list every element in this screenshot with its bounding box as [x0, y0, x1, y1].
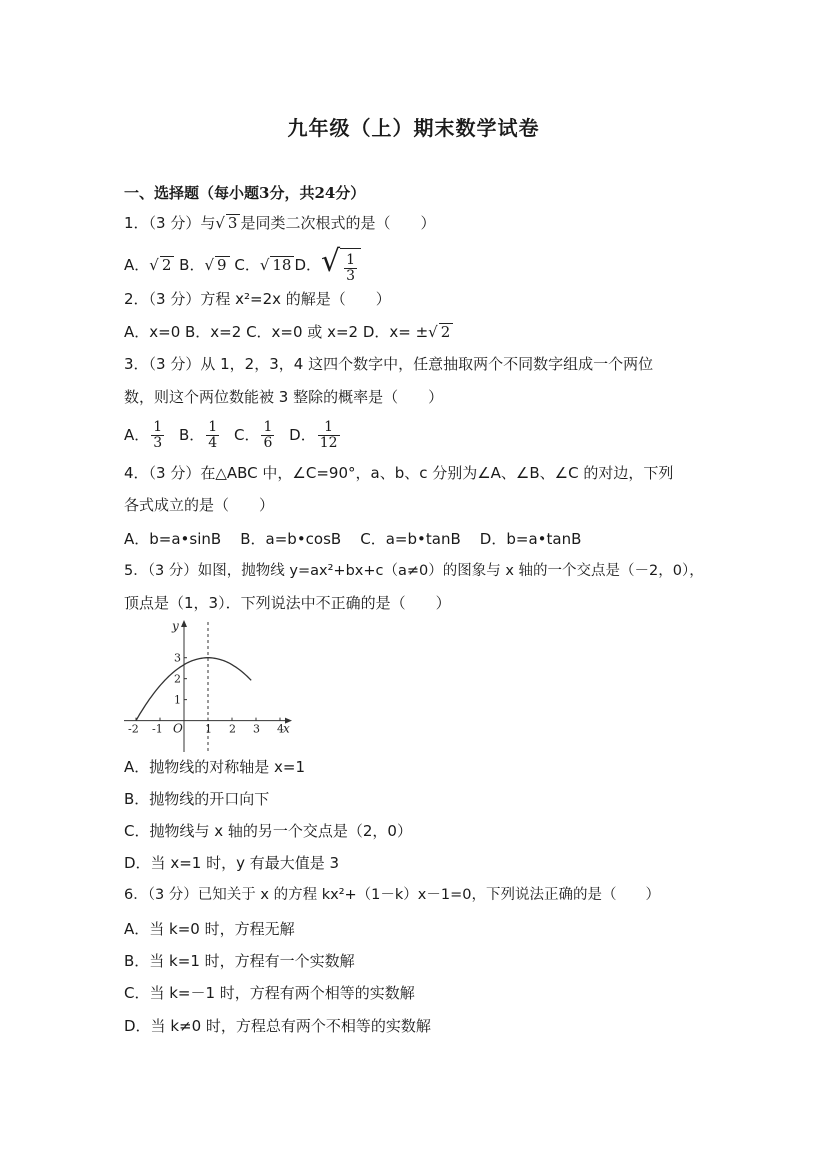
- section-heading: 一、选择题（每小题3分，共24分）: [124, 184, 366, 202]
- q4-line1: 4．（3 分）在△ABC 中，∠C=90°，a、b、c 分别为∠A、∠B、∠C 的对边，下列: [124, 464, 674, 482]
- q5-line2: 顶点是（1，3）．下列说法中不正确的是（ ）: [124, 594, 451, 612]
- sqrt-sign: √: [428, 323, 438, 341]
- sqrt-sign: √: [149, 256, 159, 274]
- q6-stem: 6．（3 分）已知关于 x 的方程 kx²+（1－k）x－1=0，下列说法正确的是（ ）: [124, 887, 660, 903]
- q3-opt-d-value: [318, 420, 340, 451]
- q1-opt-a-label: A．: [124, 256, 150, 274]
- q3-opt-c-label: C．: [233, 426, 260, 444]
- y-tick-label: 2: [174, 672, 181, 686]
- q5-opt-d: D．当 x=1 时，y 有最大值是 3: [124, 854, 340, 872]
- x-tick-label: 4: [277, 722, 284, 736]
- q4-line2: 各式成立的是（ ）: [124, 496, 275, 514]
- q1-opt-a-value: 2: [160, 256, 175, 273]
- y-tick-label: 1: [174, 693, 181, 707]
- q1-stem-a: 1．（3 分）与: [124, 214, 216, 232]
- q3-line2: 数，则这个两位数能被 3 整除的概率是（ ）: [124, 388, 444, 406]
- q1-stem-b: 是同类二次根式的是（ ）: [240, 214, 436, 232]
- q3-opt-b-label: B．: [178, 426, 205, 444]
- q3-opt-a-label: A．: [124, 426, 150, 444]
- q4-options: A．b=a•sinB B．a=b•cosB C．a=b•tanB D．b=a•tanB: [124, 530, 582, 548]
- x-tick-label: -2: [128, 722, 139, 736]
- q2-opt-d-value: 2: [439, 323, 454, 340]
- fraction-numerator: 1: [318, 420, 340, 436]
- q6-opt-b: B．当 k=1 时，方程有一个实数解: [124, 952, 355, 970]
- q1-stem: [124, 212, 435, 234]
- q1-opt-d-value: √ $\frac{1}{3}$: [321, 244, 361, 287]
- x-axis-label: x: [283, 721, 290, 736]
- q6-opt-c: C．当 k=－1 时，方程有两个相等的实数解: [124, 984, 415, 1002]
- y-tick-label: 3: [174, 651, 181, 665]
- x-tick-label: 1: [205, 722, 212, 736]
- q1-options: [124, 244, 361, 287]
- q2-options: [124, 321, 453, 343]
- fraction-numerator: 1: [346, 252, 356, 268]
- sqrt-sign: √: [215, 214, 225, 232]
- q1-opt-b-label: B．: [179, 256, 205, 274]
- x-tick-label: -1: [152, 722, 163, 736]
- fraction-numerator: 1: [263, 419, 273, 435]
- x-tick-label: 3: [253, 722, 260, 736]
- q6-opt-d: D．当 k≠0 时，方程总有两个不相等的实数解: [124, 1017, 431, 1035]
- parabola-graph: [118, 616, 298, 754]
- origin-label: O: [173, 721, 183, 736]
- fraction-denominator: 12: [319, 435, 338, 451]
- q3-opt-b-value: [206, 420, 219, 451]
- q2-stem: 2．（3 分）方程 x²=2x 的解是（ ）: [124, 290, 391, 308]
- q5-opt-a: A．抛物线的对称轴是 x=1: [124, 758, 306, 776]
- x-tick-label: 2: [229, 722, 236, 736]
- fraction-denominator: 3: [153, 435, 163, 451]
- q2-options-text: A．x=0 B．x=2 C．x=0 或 x=2 D．x= ±: [124, 323, 429, 341]
- y-axis-label: y: [172, 619, 179, 633]
- fraction-denominator: 6: [263, 435, 273, 451]
- q1-radicand: 3: [226, 214, 241, 231]
- y-axis-arrow: [181, 620, 187, 627]
- q3-opt-c-value: [261, 420, 274, 451]
- q1-opt-b-value: 9: [215, 256, 230, 273]
- q3-options: [124, 416, 342, 454]
- sqrt-sign: √: [204, 256, 215, 274]
- fraction-denominator: 3: [346, 268, 356, 284]
- parabola-curve: [136, 658, 251, 721]
- fraction-denominator: 4: [208, 435, 218, 451]
- q1-opt-c-value: 18: [270, 256, 294, 273]
- q5-opt-b: B．抛物线的开口向下: [124, 790, 270, 808]
- q3-line1: 3．（3 分）从 1，2，3，4 这四个数字中，任意抽取两个不同数字组成一个两位: [124, 355, 654, 373]
- q6-opt-a: A．当 k=0 时，方程无解: [124, 920, 295, 938]
- sqrt-sign: √: [259, 256, 270, 274]
- q5-opt-c: C．抛物线与 x 轴的另一个交点是（2，0）: [124, 822, 412, 840]
- fraction-numerator: 1: [153, 419, 163, 435]
- q1-opt-c-label: C．: [234, 256, 260, 274]
- page-title: 九年级（上）期末数学试卷: [287, 116, 540, 140]
- q3-opt-d-label: D．: [289, 426, 316, 444]
- q3-opt-a-value: [151, 420, 164, 451]
- q1-opt-d-label: D．: [294, 256, 322, 274]
- q5-line1: 5．（3 分）如图，抛物线 y=ax²+bx+c（a≠0）的图象与 x 轴的一个交点是（－2，0），: [124, 563, 704, 579]
- fraction-numerator: 1: [208, 419, 218, 435]
